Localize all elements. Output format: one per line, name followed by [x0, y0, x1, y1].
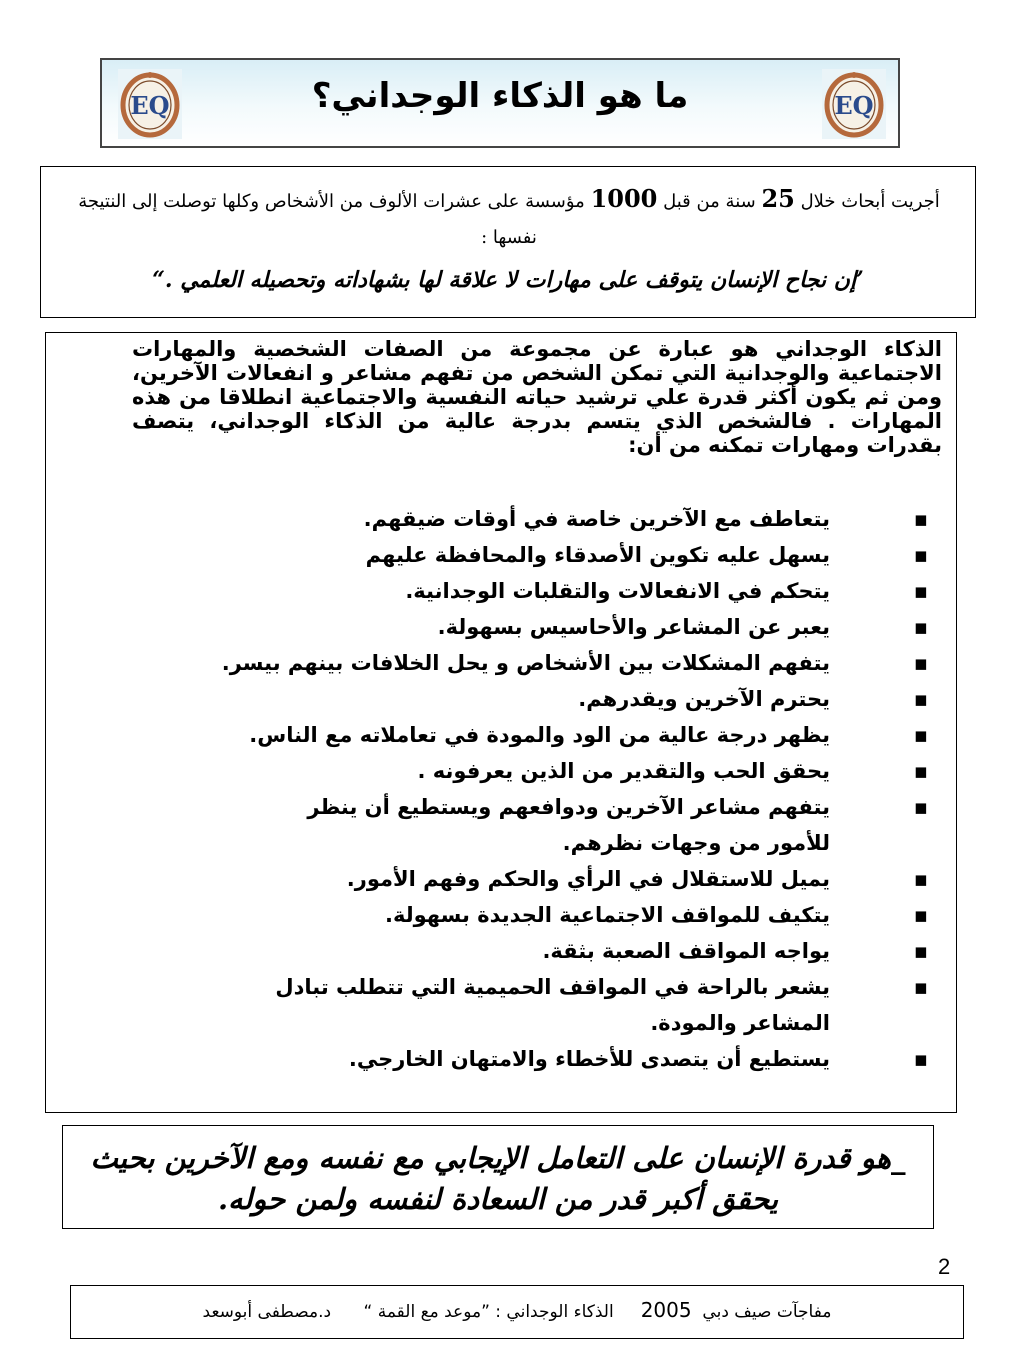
list-item: ▪ يميل للاستقلال في الرأي والحكم وفهم الأمور. — [106, 861, 942, 897]
institutions-count: 1000 — [590, 184, 658, 213]
research-statement: أجريت أبحاث خلال 25 سنة من قبل 1000 مؤسسة على عشرات الألوف من الأشخاص وكلها توصلت إلى النتيجة نفسها : — [78, 184, 940, 248]
list-item: ▪ يتكيف للمواقف الاجتماعية الجديدة بسهولة. — [106, 897, 942, 933]
bullet-icon: ▪ — [913, 975, 928, 999]
list-item: ▪ يظهر درجة عالية من الود والمودة في تعاملاته مع الناس. — [106, 717, 942, 753]
bullet-icon: ▪ — [913, 507, 928, 531]
page-number: 2 — [938, 1254, 951, 1279]
bullet-icon: ▪ — [913, 867, 928, 891]
bullet-icon: ▪ — [913, 1047, 928, 1071]
research-conclusion-quote: ’إن نجاح الإنسان يتوقف على مهارات لا علاقة لها بشهاداته وتحصيله العلمي .“ — [152, 267, 864, 293]
footer-text: مفاجآت صيف دبي 2005 الذكاء الوجداني : ”موعد مع القمة “ د.مصطفى أبوسعد — [202, 1298, 832, 1322]
list-item: ▪ يسهل عليه تكوين الأصدقاء والمحافظة عليهم — [106, 537, 942, 573]
title-banner — [100, 58, 900, 148]
bullet-icon: ▪ — [913, 651, 928, 675]
list-item: ▪ يتحكم في الانفعالات والتقلبات الوجدانية. — [106, 573, 942, 609]
summary-text: _هو قدرة الإنسان على التعامل الإيجابي مع نفسه ومع الآخرين بحيث يحقق أكبر قدر من السعادة لنفسه ولمن حوله. — [90, 1141, 906, 1216]
footer-box — [70, 1285, 964, 1339]
definition-paragraph: الذكاء الوجداني هو عبارة عن مجموعة من الصفات الشخصية والمهارات الاجتماعية والوجدانية التي تمكن الشخص من تفهم مشاعر و انفعالات الآخرين، ومن ثم يكون أكثر قدرة علي ترشيد حياته النفسية والاجتماعية انطلاقا من هذه المهارات . فالشخص الذي يتسم بدرجة عالية من الذكاء الوجداني، يتصف بقدرات ومهارات تمكنه من أن: — [132, 337, 942, 457]
bullet-icon: ▪ — [913, 579, 928, 603]
definition-box — [45, 332, 957, 1113]
list-item: ▪ يحقق الحب والتقدير من الذين يعرفونه . — [106, 753, 942, 789]
svg-text:EQ: EQ — [130, 91, 170, 120]
list-item: ▪ يحترم الآخرين ويقدرهم. — [106, 681, 942, 717]
page-title: ما هو الذكاء الوجداني؟ — [311, 76, 689, 116]
list-item: ▪ يشعر بالراحة في المواقف الحميمية التي تتطلب تبادل المشاعر والمودة. — [106, 969, 942, 1041]
years-count: 25 — [761, 184, 795, 213]
eq-logo-icon — [822, 69, 886, 139]
list-item: ▪ يتفهم مشاعر الآخرين ودوافعهم ويستطيع أن ينظر للأمور من وجهات نظرهم. — [106, 789, 942, 861]
svg-text:EQ: EQ — [834, 91, 874, 120]
bullet-icon: ▪ — [913, 723, 928, 747]
bullet-icon: ▪ — [913, 795, 928, 819]
list-item: ▪ يتفهم المشكلات بين الأشخاص و يحل الخلافات بينهم بيسر. — [106, 645, 942, 681]
list-item: ▪ يواجه المواقف الصعبة بثقة. — [106, 933, 942, 969]
list-item: ▪ يتعاطف مع الآخرين خاصة في أوقات ضيقهم. — [106, 501, 942, 537]
bullet-icon: ▪ — [913, 759, 928, 783]
bullet-icon: ▪ — [913, 615, 928, 639]
list-item: ▪ يعبر عن المشاعر والأحاسيس بسهولة. — [106, 609, 942, 645]
bullet-icon: ▪ — [913, 687, 928, 711]
research-intro-box — [40, 166, 976, 318]
bullet-icon: ▪ — [913, 543, 928, 567]
traits-list — [106, 501, 942, 1077]
bullet-icon: ▪ — [913, 939, 928, 963]
summary-box — [62, 1125, 934, 1229]
list-item: ▪ يستطيع أن يتصدى للأخطاء والامتهان الخارجي. — [106, 1041, 942, 1077]
bullet-icon: ▪ — [913, 903, 928, 927]
